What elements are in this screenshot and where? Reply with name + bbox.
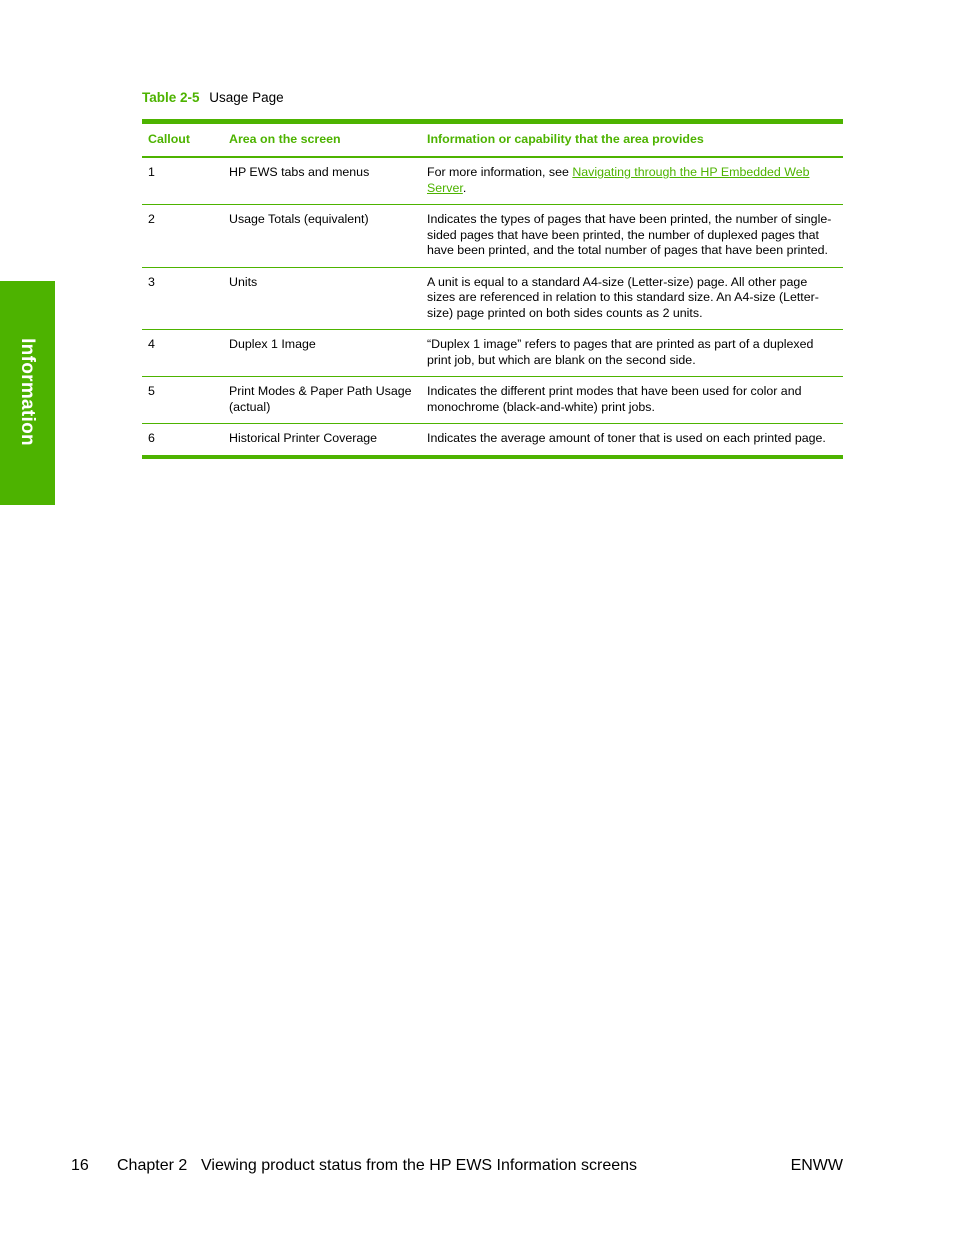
table-header-row: [142, 122, 843, 158]
info-cell: Indicates the types of pages that have been printed, the number of single-sided pages that have been printed, the number of duplexed pages that have been printed, and the total number of pages that have been printed.: [421, 205, 843, 268]
info-text: For more information, see: [427, 165, 573, 179]
page-number: 16: [71, 1157, 89, 1174]
side-tab-label: Information: [17, 338, 38, 446]
table-number: Table 2-5: [142, 90, 200, 105]
area-cell: Historical Printer Coverage: [223, 424, 421, 457]
table-row: [142, 377, 843, 424]
area-cell: Units: [223, 267, 421, 330]
header-information: Information or capability that the area provides: [421, 122, 843, 158]
header-area: Area on the screen: [223, 122, 421, 158]
area-cell: HP EWS tabs and menus: [223, 157, 421, 205]
footer-chapter: Chapter 2: [117, 1157, 188, 1174]
callout-cell: 6: [142, 424, 223, 457]
callout-cell: 1: [142, 157, 223, 205]
usage-page-table: [142, 119, 843, 459]
area-cell: Duplex 1 Image: [223, 330, 421, 377]
table-row: [142, 267, 843, 330]
info-cell: A unit is equal to a standard A4-size (Letter-size) page. All other page sizes are referenced in relation to this standard size. An A4-size (Letter-size) page printed on both sides counts as 2 units.: [421, 267, 843, 330]
info-cell: [421, 157, 843, 205]
callout-cell: 4: [142, 330, 223, 377]
table-row: [142, 157, 843, 205]
table-row: [142, 424, 843, 457]
table-row: [142, 330, 843, 377]
info-text: .: [462, 180, 467, 195]
area-cell: Usage Totals (equivalent): [223, 205, 421, 268]
area-cell: Print Modes & Paper Path Usage (actual): [223, 377, 421, 424]
table-row: [142, 205, 843, 268]
navigating-ews-link[interactable]: Navigating through the HP Embedded Web Server: [427, 165, 810, 195]
footer-chapter-title: Viewing product status from the HP EWS Information screens: [201, 1157, 638, 1174]
table-title: Usage Page: [209, 90, 284, 105]
info-cell: “Duplex 1 image” refers to pages that are printed as part of a duplexed print job, but which are blank on the second side.: [421, 330, 843, 377]
callout-cell: 2: [142, 205, 223, 268]
info-cell: Indicates the average amount of toner that is used on each printed page.: [421, 424, 843, 457]
callout-cell: 5: [142, 377, 223, 424]
header-callout: Callout: [142, 122, 223, 158]
table-caption: [142, 90, 284, 105]
callout-cell: 3: [142, 267, 223, 330]
info-cell: Indicates the different print modes that have been used for color and monochrome (black-and-white) print jobs.: [421, 377, 843, 424]
footer-code: ENWW: [790, 1157, 843, 1174]
